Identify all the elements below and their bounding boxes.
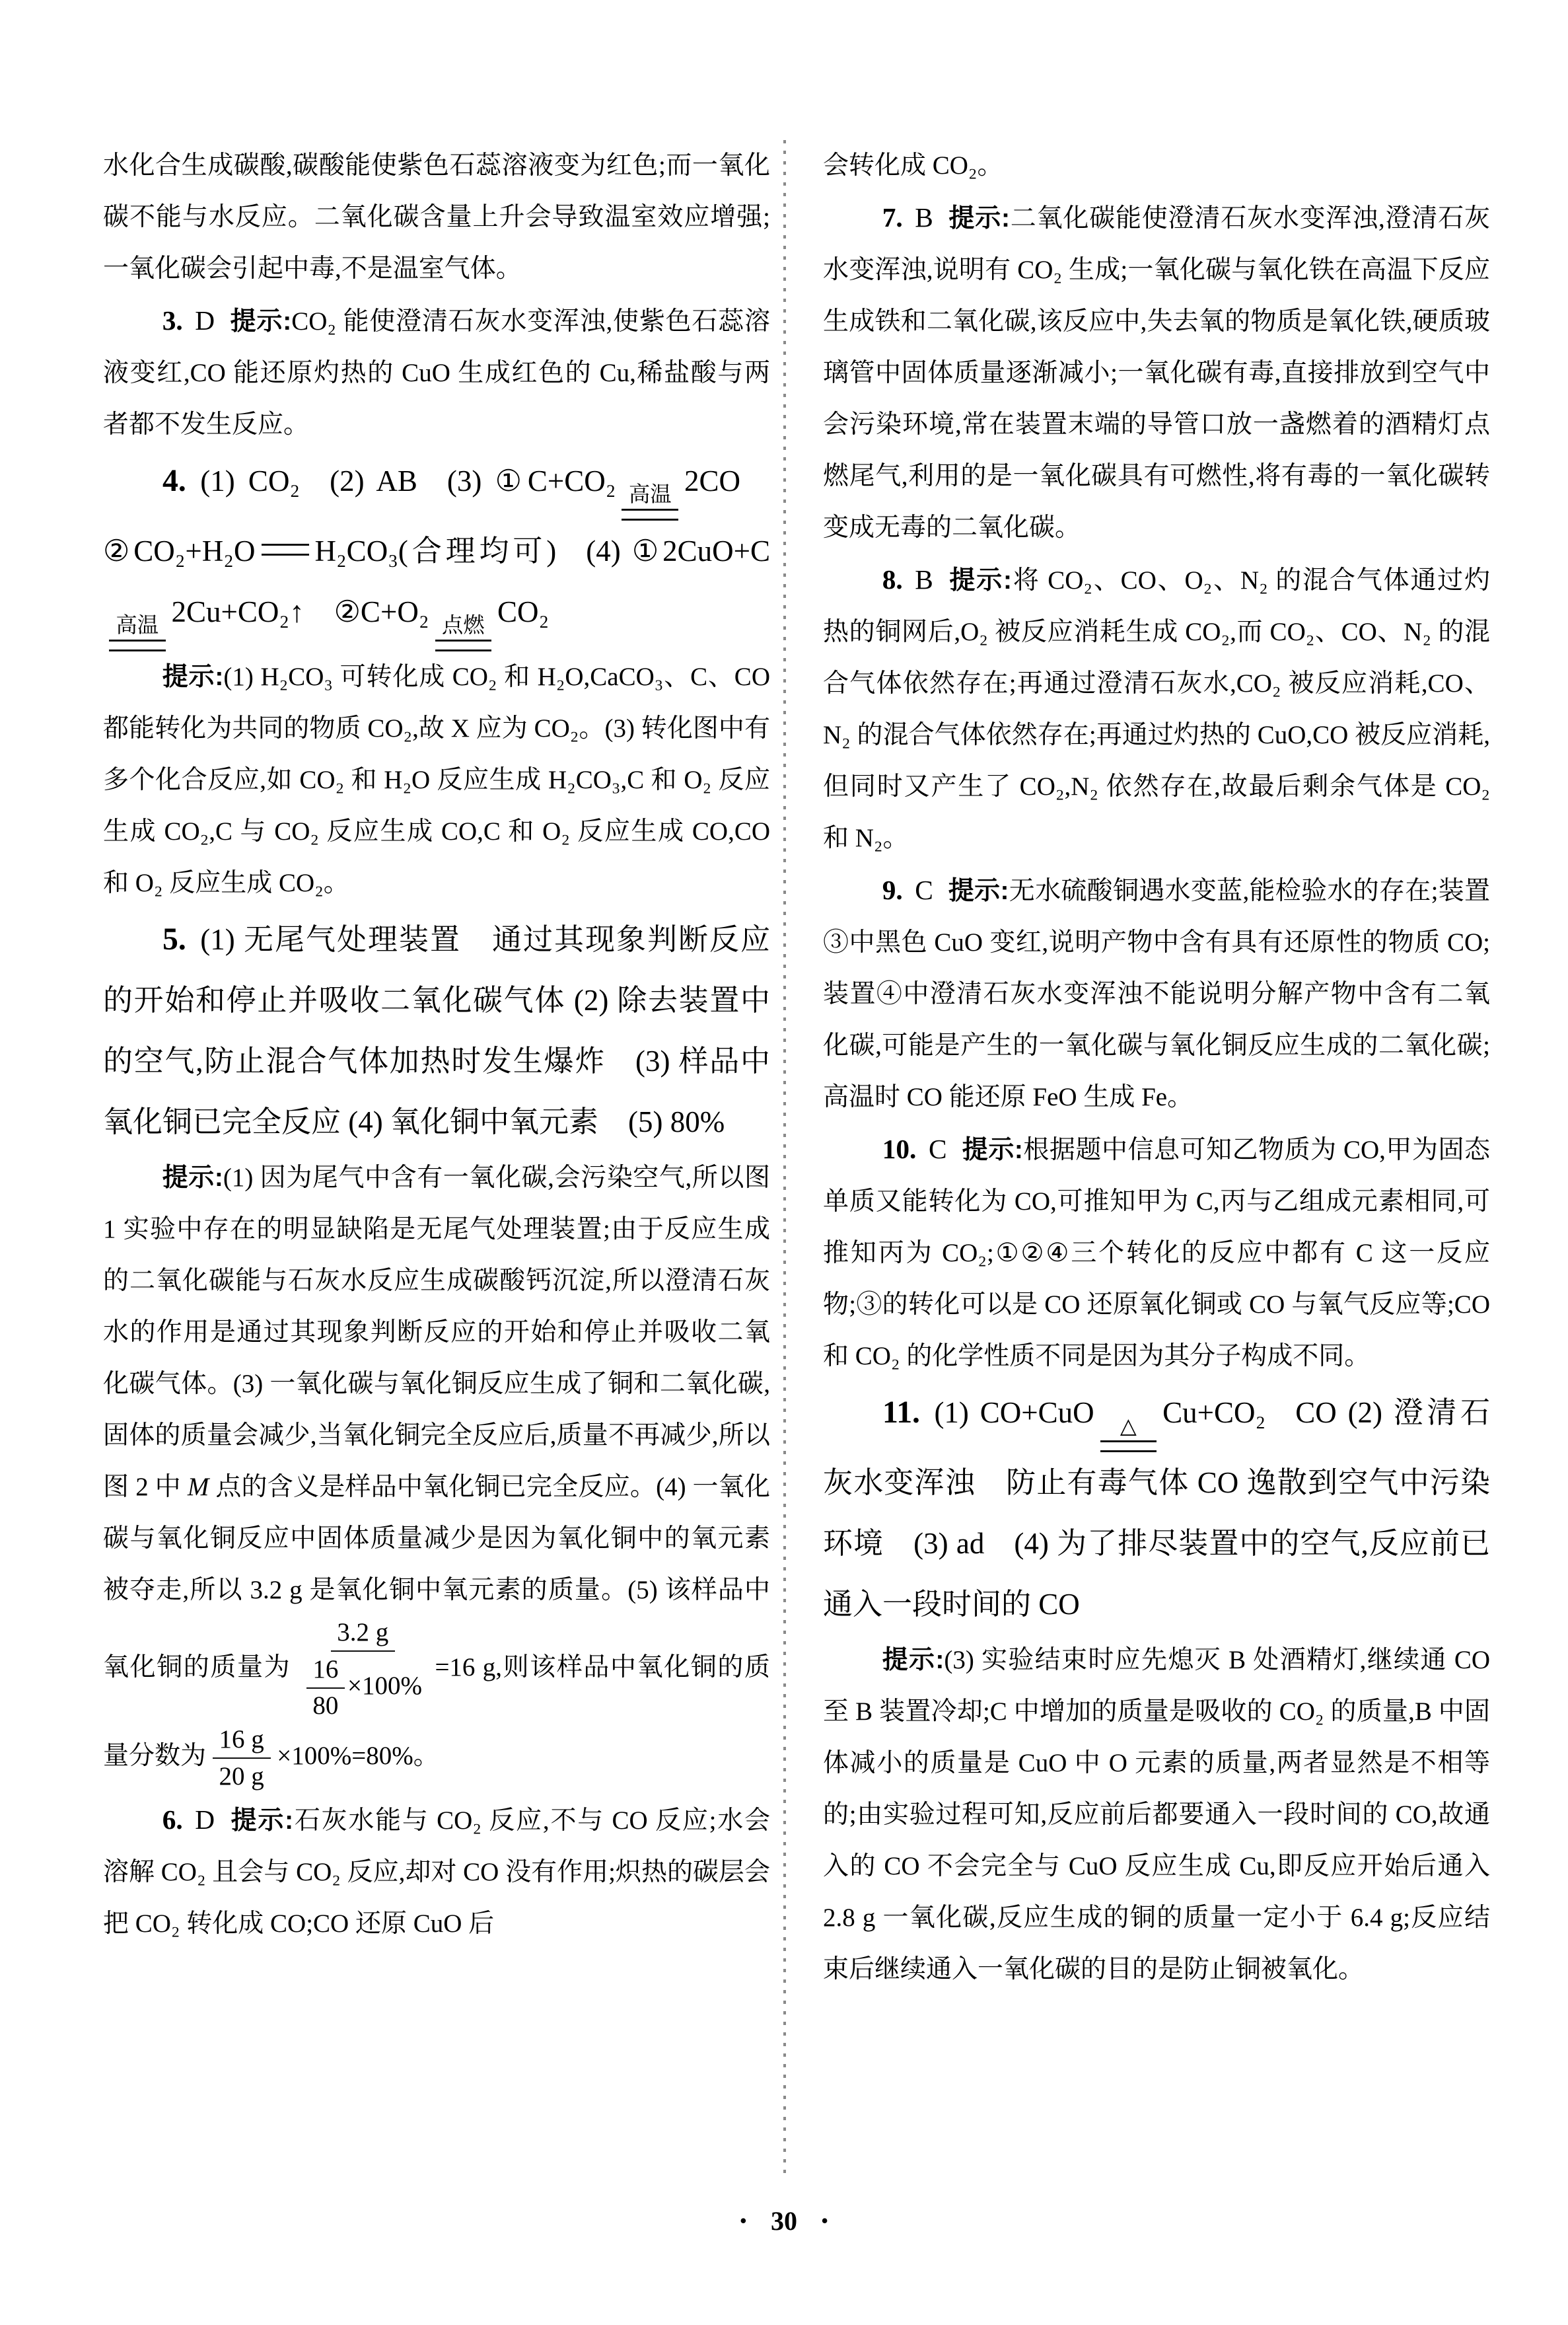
double-equals-line	[109, 640, 166, 651]
answer-paragraph	[103, 909, 770, 1152]
double-equals-line	[435, 640, 492, 651]
hint-label: 提示:	[948, 877, 1009, 905]
answer-letter: C	[915, 875, 933, 905]
question-number: 8.	[882, 564, 903, 595]
fraction-numerator: 16	[306, 1653, 345, 1689]
question-number: 9.	[882, 875, 903, 905]
continuation-paragraph	[823, 140, 1490, 192]
paragraph-text: (1) CO+CuO △ Cu+CO₂ CO (2) 澄清石灰水变浑浊 防止有毒气体 CO 逸散到空气中污染环境 (3) ad (4) 为了排尽装置中的空气,反应前已通入一段时间的 CO	[823, 1396, 1491, 1621]
paragraph-text: CO₂ 能使澄清石灰水变浑浊,使紫色石蕊溶液变红,CO 能还原灼热的 CuO 生成红色的 Cu,稀盐酸与两者都不发生反应。	[103, 307, 770, 439]
question-number: 6.	[162, 1804, 183, 1835]
fraction-denominator: 20 g	[219, 1761, 264, 1790]
answer-letter: C	[928, 1134, 947, 1164]
question-number: 5.	[162, 921, 186, 957]
answer-paragraph	[103, 451, 770, 651]
column-divider-dotted-line	[783, 140, 786, 2175]
hint-label: 提示:	[948, 566, 1013, 595]
choice-answer-paragraph	[823, 1123, 1490, 1382]
paragraph-text: 二氧化碳能使澄清石灰水变浑浊,澄清石灰水变浑浊,说明有 CO₂ 生成;一氧化碳与氧化铁在高温下反应生成铁和二氧化碳,该反应中,失去氧的物质是氧化铁,硬质玻璃管中固体质量逐渐减小;一氧化碳有毒,直接排放到空气中会污染环境,常在装置末端的导管口放一盏燃着的酒精灯点燃尾气,利用的是一氧化碳具有可燃性,将有毒的一氧化碳转变成无毒的二氧化碳。	[823, 204, 1490, 542]
paragraph-text: 水化合生成碳酸,碳酸能使紫色石蕊溶液变为红色;而一氧化碳不能与水反应。二氧化碳含量上升会导致温室效应增强;一氧化碳会引起中毒,不是温室气体。	[103, 151, 770, 283]
page-number: 30	[771, 2206, 797, 2236]
paragraph-text: 无水硫酸铜遇水变蓝,能检验水的存在;装置③中黑色 CuO 变红,说明产物中含有具有还原性的物质 CO;装置④中澄清石灰水变浑浊不能说明分解产物中含有二氧化碳,可能是产生的一氧化碳与氧化铜反应生成的二氧化碳;高温时 CO 能还原 FeO 生成 Fe。	[823, 877, 1490, 1111]
fraction	[213, 1723, 271, 1793]
hint-label: 提示:	[948, 204, 1010, 233]
continuation-paragraph	[103, 140, 770, 295]
question-number: 7.	[882, 202, 903, 233]
italic-variable: M	[187, 1472, 209, 1501]
footer-right-dot: •	[821, 2208, 829, 2233]
choice-answer-paragraph	[823, 192, 1490, 554]
fraction-denominator: 80	[312, 1691, 339, 1720]
reaction-condition-label: 高温	[628, 482, 672, 507]
footer-left-dot: •	[739, 2208, 747, 2233]
reaction-condition-label: △	[1120, 1414, 1137, 1438]
double-equals-line	[1100, 1440, 1157, 1452]
left-column	[103, 140, 770, 1950]
choice-answer-paragraph	[823, 864, 1490, 1123]
answer-letter: B	[915, 564, 933, 595]
hint-label: 提示:	[229, 307, 292, 336]
paragraph-text: 将 CO₂、CO、O₂、N₂ 的混合气体通过灼热的铜网后,O₂ 被反应消耗生成 CO₂,而 CO₂、CO、N₂ 的混合气体依然存在;再通过澄清石灰水,CO₂ 被反应消耗,CO、N₂ 的混合气体依然存在;再通过灼热的 CuO,CO 被反应消耗,但同时又产生了 CO₂,N₂ 依然存在,故最后剩余气体是 CO₂ 和 N₂。	[823, 566, 1490, 852]
fraction-denominator: $\frac{16}{80}$ ×100%	[297, 1652, 429, 1723]
question-number: 10.	[882, 1134, 917, 1164]
hint-label: 提示:	[162, 1163, 223, 1192]
question-number: 11.	[882, 1395, 920, 1430]
hint-label: 提示:	[162, 662, 224, 691]
paragraph-text: (1) 无尾气处理装置 通过其现象判断反应的开始和停止并吸收二氧化碳气体 (2) 除去装置中的空气,防止混合气体加热时发生爆炸 (3) 样品中氧化铜已完全反应 (4) 氧化铜中氧元素 (5) 80%	[103, 922, 770, 1138]
paragraph-text: 石灰水能与 CO₂ 反应,不与 CO 反应;水会溶解 CO₂ 且会与 CO₂ 反应,却对 CO 没有作用;炽热的碳层会把 CO₂ 转化成 CO;CO 还原 CuO 后	[103, 1806, 770, 1938]
hint-label: 提示:	[882, 1645, 944, 1674]
paragraph-text: (1) CO₂ (2) AB (3) ①C+CO₂ 高温 2CO ②CO₂+H₂O H₂CO₃(合理均可) (4) ①2CuO+C 高温 2Cu+CO₂↑ ②C+O₂ 点燃 CO₂	[103, 464, 770, 628]
page-footer	[0, 2205, 1568, 2236]
answer-paragraph	[823, 1382, 1490, 1635]
choice-answer-paragraph	[823, 554, 1490, 864]
choice-answer-paragraph	[103, 295, 770, 451]
reaction-condition-label: 点燃	[441, 613, 485, 638]
paragraph-text: 会转化成 CO₂。	[823, 151, 1003, 180]
answer-letter: D	[195, 1804, 215, 1835]
fraction-numerator: 3.2 g	[331, 1616, 396, 1652]
hint-paragraph	[103, 1152, 770, 1794]
question-number: 4.	[162, 463, 186, 498]
answer-letter: B	[915, 202, 933, 233]
fraction-numerator: 16 g	[213, 1723, 271, 1759]
right-column	[823, 140, 1490, 1995]
reaction-condition	[435, 614, 492, 651]
paragraph-text: (3) 实验结束时应先熄灭 B 处酒精灯,继续通 CO 至 B 装置冷却;C 中增加的质量是吸收的 CO₂ 的质量,B 中固体减小的质量是 CuO 中 O 元素的质量,两者显然是不相等的;由实验过程可知,反应前后都要通入一段时间的 CO,故通入的 CO 不会完全与 CuO 反应生成 Cu,即反应开始后通入 2.8 g 一氧化碳,反应生成的铜的质量一定小于 6.4 g;反应结束后继续通入一氧化碳的目的是防止铜被氧化。	[823, 1645, 1490, 1983]
answer-letter: D	[195, 305, 215, 336]
paragraph-text: 根据题中信息可知乙物质为 CO,甲为固态单质又能转化为 CO,可推知甲为 C,丙与乙组成元素相同,可推知丙为 CO₂;①②④三个转化的反应中都有 C 这一反应物;③的转化可以是 CO 还原氧化铜或 CO 与氧气反应等;CO 和 CO₂ 的化学性质不同是因为其分子构成不同。	[823, 1136, 1490, 1370]
hint-label: 提示:	[962, 1136, 1023, 1164]
double-equals-line	[622, 509, 678, 521]
paragraph-text: (1) 因为尾气中含有一氧化碳,会污染空气,所以图 1 实验中存在的明显缺陷是无尾气处理装置;由于反应生成的二氧化碳能与石灰水反应生成碳酸钙沉淀,所以澄清石灰水的作用是通过其现象判断反应的开始和停止并吸收二氧化碳气体。(3) 一氧化碳与氧化铜反应生成了铜和二氧化碳,固体的质量会减少,当氧化铜完全反应后,质量不再减少,所以图 2 中 M 点的含义是样品中氧化铜已完全反应。(4) 一氧化碳与氧化铜反应中固体质量减少是因为氧化铜中的氧元素被夺走,所以 3.2 g 是氧化铜中氧元素的质量。(5) 该样品中氧化铜的质量为 3.2 g $\frac{16}{80}$ ×100% =16 g,则该样品中氧化铜的质量分数为 $\frac{16 g}{20 g}$ ×100%=80%。	[103, 1163, 770, 1770]
fraction	[297, 1616, 429, 1723]
choice-answer-paragraph	[103, 1794, 770, 1950]
question-number: 3.	[162, 305, 183, 336]
hint-paragraph	[823, 1635, 1490, 1995]
reaction-condition-label: 高温	[116, 613, 159, 638]
paragraph-text: (1) H₂CO₃ 可转化成 CO₂ 和 H₂O,CaCO₃、C、CO 都能转化为共同的物质 CO₂,故 X 应为 CO₂。(3) 转化图中有多个化合反应,如 CO₂ 和 H₂O 反应生成 H₂CO₃,C 和 O₂ 反应生成 CO₂,C 与 CO₂ 反应生成 CO,C 和 O₂ 反应生成 CO,CO 和 O₂ 反应生成 CO₂。	[103, 662, 770, 897]
double-equals-line	[262, 544, 309, 556]
fraction	[306, 1653, 345, 1723]
hint-paragraph	[103, 651, 770, 909]
hint-label: 提示:	[229, 1806, 294, 1835]
reaction-condition	[109, 614, 166, 651]
reaction-condition	[1100, 1415, 1157, 1452]
reaction-condition	[622, 484, 678, 521]
